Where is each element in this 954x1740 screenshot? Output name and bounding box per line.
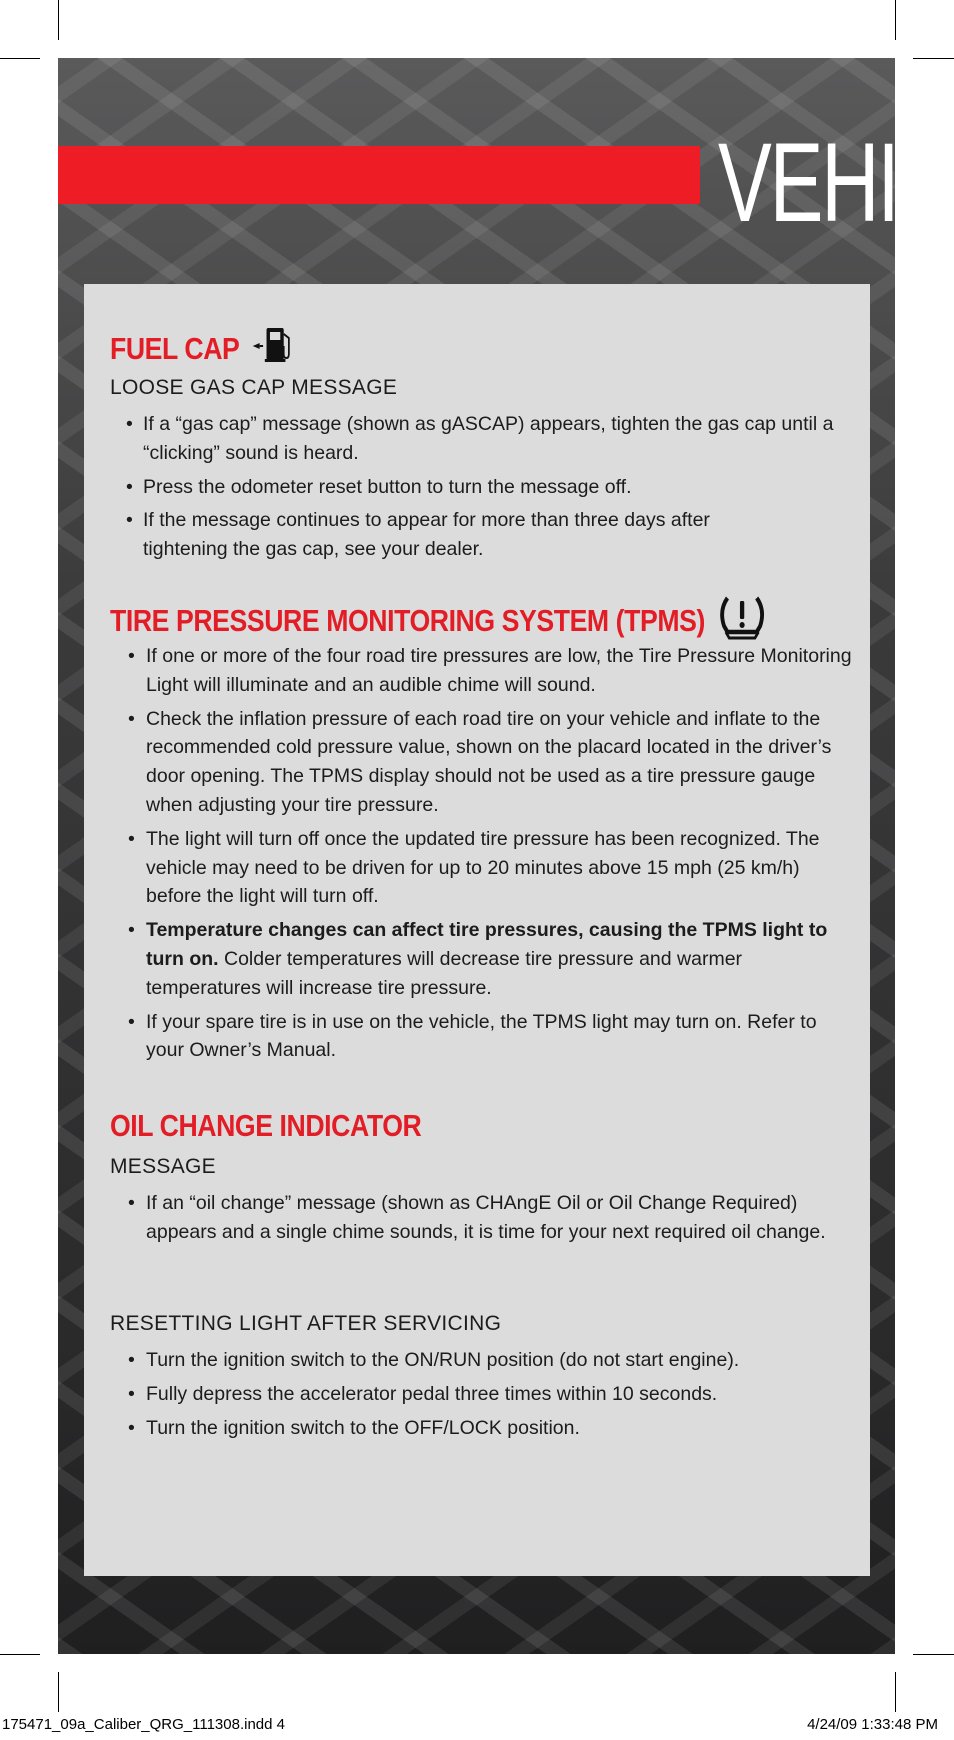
crop-mark (58, 1672, 59, 1712)
oil-message-bullet-list (110, 1189, 850, 1247)
fuel-pump-icon (250, 324, 298, 374)
list-item (110, 916, 862, 1002)
tpms-title: TIRE PRESSURE MONITORING SYSTEM (TPMS) (110, 603, 705, 638)
crop-mark (913, 1654, 954, 1655)
crop-mark (895, 1672, 896, 1712)
list-item: • Turn the ignition switch to the OFF/LOCK position. (110, 1414, 870, 1443)
fuel-cap-title: FUEL CAP (110, 331, 240, 366)
header-red-bar (58, 146, 700, 204)
fuel-cap-bullet-list (110, 410, 850, 564)
list-item: • Fully depress the accelerator pedal three times within 10 seconds. (110, 1380, 870, 1409)
oil-change-heading: OIL CHANGE INDICATOR (110, 1108, 422, 1143)
list-item: • Check the inflation pressure of each road tire on your vehicle and inflate to the recommended cold pressure value, shown on the placard located in the driver’s door opening. The TPMS display should not be used as a tire pressure gauge when adjusting your tire pressure. (110, 705, 862, 820)
footer-timestamp: 4/24/09 1:33:48 PM (807, 1716, 938, 1733)
list-item: • The light will turn off once the updated tire pressure has been recognized. The vehicle may need to be driven for up to 20 minutes above 15 mph (25 km/h) before the light will turn off. (110, 825, 862, 911)
crop-mark (0, 58, 40, 59)
tpms-bullet-list (110, 642, 862, 1065)
section-title: VEHI (718, 120, 898, 245)
footer-file-label: 175471_09a_Caliber_QRG_111308.indd 4 (2, 1716, 286, 1733)
bullet-rest-text: Colder temperatures will decrease tire pressure and warmer temperatures will increase tire pressure. (146, 947, 743, 999)
resetting-light-subtitle: RESETTING LIGHT AFTER SERVICING (110, 1312, 502, 1335)
message-subtitle: MESSAGE (110, 1155, 216, 1178)
oil-change-section (110, 1106, 856, 1146)
reset-bullet-list (110, 1346, 870, 1442)
list-item: • If your spare tire is in use on the vehicle, the TPMS light may turn on. Refer to your Owner’s Manual. (110, 1008, 862, 1066)
crop-mark (895, 0, 896, 40)
bold-lead-text: Temperature changes can affect tire pressures, causing the TPMS light to turn on. (146, 919, 828, 970)
list-item: • If an “oil change” message (shown as CHAngE Oil or Oil Change Required) appears and a single chime sounds, it is time for your next required oil change. (110, 1189, 850, 1247)
content-panel (84, 284, 870, 1576)
list-item: • If a “gas cap” message (shown as gASCAP) appears, tighten the gas cap until a “clicking” sound is heard. (110, 410, 850, 468)
fuel-cap-heading (110, 324, 752, 374)
loose-gas-cap-subtitle: LOOSE GAS CAP MESSAGE (110, 376, 398, 399)
list-item: • Turn the ignition switch to the ON/RUN position (do not start engine). (110, 1346, 870, 1375)
fuel-cap-section (110, 324, 856, 374)
crop-mark (58, 0, 59, 40)
list-item: • If the message continues to appear for more than three days after tightening the gas cap, see your dealer. (110, 506, 850, 564)
list-item: • Press the odometer reset button to turn the message off. (110, 473, 850, 502)
list-item: • If one or more of the four road tire pressures are low, the Tire Pressure Monitoring Light will illuminate and an audible chime will sound. (110, 642, 862, 700)
crop-mark (0, 1654, 40, 1655)
crop-mark (913, 58, 954, 59)
